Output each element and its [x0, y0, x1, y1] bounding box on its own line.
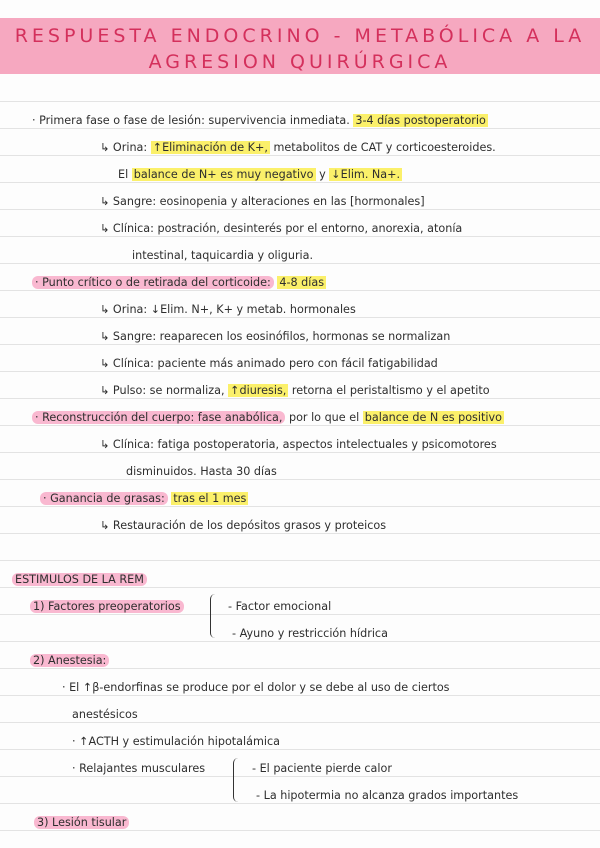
- brace-2: [233, 758, 242, 802]
- highlight-days: 3-4 días postoperatorio: [355, 114, 486, 127]
- note-blood-1: ↳ Sangre: eosinopenia y alteraciones en las [hormonales]: [100, 195, 425, 208]
- ruled-line: [0, 560, 600, 561]
- ruled-line: [0, 776, 600, 777]
- ruled-line: [0, 695, 600, 696]
- note-clinic-2: ↳ Clínica: paciente más animado pero con fácil fatigabilidad: [100, 357, 438, 370]
- highlight-na: ↓Elim. Na+.: [331, 168, 401, 181]
- highlight-fat-gain: · Ganancia de grasas:: [40, 492, 168, 505]
- ruled-line: [0, 668, 600, 669]
- ruled-line: [0, 290, 600, 291]
- highlight-k-elimination: ↑Eliminación de K+,: [152, 141, 268, 154]
- highlight-critical-point: · Punto crítico o de retirada del corticoide:: [32, 276, 274, 289]
- factor-preoperative: 1) Factores preoperatorios: [30, 600, 184, 614]
- highlight-n-balance: balance de N+ es muy negativo: [133, 168, 314, 181]
- note-critical-point: [32, 276, 326, 290]
- ruled-line: [0, 506, 600, 507]
- ruled-line: [0, 641, 600, 642]
- anesthesia-endorphins-cont: anestésicos: [72, 708, 138, 721]
- highlight-reconstruction: · Reconstrucción del cuerpo: fase anabólica,: [32, 411, 285, 424]
- note-fat-gain: [40, 492, 248, 506]
- ruled-line: [0, 371, 600, 372]
- ruled-line: [0, 803, 600, 804]
- ruled-line: [0, 425, 600, 426]
- ruled-line: [0, 182, 600, 183]
- ruled-line: [0, 101, 600, 102]
- anesthesia-relaxants: · Relajantes musculares: [72, 762, 206, 775]
- anesthesia-label: 2) Anestesia:: [30, 654, 109, 668]
- page-title-line-2: AGRESION QUIRÚRGICA: [148, 51, 452, 73]
- relaxants-heat-loss: - El paciente pierde calor: [252, 762, 392, 775]
- note-restoration: ↳ Restauración de los depósitos grasos y proteicos: [100, 519, 387, 532]
- ruled-line: [0, 344, 600, 345]
- note-nitrogen-balance: El balance de N+ es muy negativo y ↓Elim. Na+.: [118, 168, 401, 181]
- ruled-line: [0, 236, 600, 237]
- note-clinic-1-cont: intestinal, taquicardia y oliguria.: [132, 249, 314, 262]
- anesthesia-acth: · ↑ACTH y estimulación hipotalámica: [72, 735, 281, 748]
- highlight-4-8-days: 4-8 días: [279, 276, 325, 289]
- note-first-phase: · Primera fase o fase de lesión: supervivencia inmediata. 3-4 días postoperatorio: [32, 114, 486, 127]
- anesthesia-endorphins: · El ↑β-endorfinas se produce por el dolor y se debe al uso de ciertos: [62, 681, 450, 694]
- note-urine-1: ↳ Orina: ↑Eliminación de K+, metabolitos de CAT y corticoesteroides.: [100, 141, 496, 154]
- highlight-positive-balance: balance de N es positivo: [364, 411, 502, 424]
- factor-emotional: - Factor emocional: [228, 600, 332, 613]
- ruled-line: [0, 587, 600, 588]
- note-clinic-3: ↳ Clínica: fatiga postoperatoria, aspectos intelectuales y psicomotores: [100, 438, 497, 451]
- page-title-line-1: RESPUESTA ENDOCRINO - METABÓLICA A LA: [14, 25, 586, 47]
- ruled-line: [0, 452, 600, 453]
- section-heading: ESTIMULOS DE LA REM: [12, 573, 147, 587]
- note-clinic-1: ↳ Clínica: postración, desinterés por el entorno, anorexia, atonía: [100, 222, 463, 235]
- ruled-line: [0, 722, 600, 723]
- factor-fasting: - Ayuno y restricción hídrica: [232, 627, 388, 640]
- note-urine-2: ↳ Orina: ↓Elim. N+, K+ y metab. hormonales: [100, 303, 356, 316]
- ruled-line: [0, 830, 600, 831]
- ruled-line: [0, 209, 600, 210]
- note-clinic-3-cont: disminuidos. Hasta 30 días: [126, 465, 277, 478]
- tissue-lesion-label: 3) Lesión tisular: [34, 816, 129, 830]
- note-pulse: ↳ Pulso: se normaliza, ↑diuresis, retorna el peristaltismo y el apetito: [100, 384, 490, 397]
- ruled-line: [0, 614, 600, 615]
- ruled-line: [0, 398, 600, 399]
- highlight-diuresis: ↑diuresis,: [230, 384, 287, 397]
- ruled-line: [0, 317, 600, 318]
- note-blood-2: ↳ Sangre: reaparecen los eosinófilos, hormonas se normalizan: [100, 330, 451, 343]
- brace-1: [210, 594, 219, 638]
- ruled-line: [0, 479, 600, 480]
- ruled-line: [0, 533, 600, 534]
- ruled-line: [0, 263, 600, 264]
- ruled-line: [0, 128, 600, 129]
- ruled-line: [0, 155, 600, 156]
- highlight-after-month: tras el 1 mes: [173, 492, 247, 505]
- ruled-line: [0, 749, 600, 750]
- note-reconstruction: · Reconstrucción del cuerpo: fase anabólica, por lo que el balance de N es positivo: [32, 411, 504, 425]
- relaxants-hypothermia: - La hipotermia no alcanza grados importantes: [256, 789, 519, 802]
